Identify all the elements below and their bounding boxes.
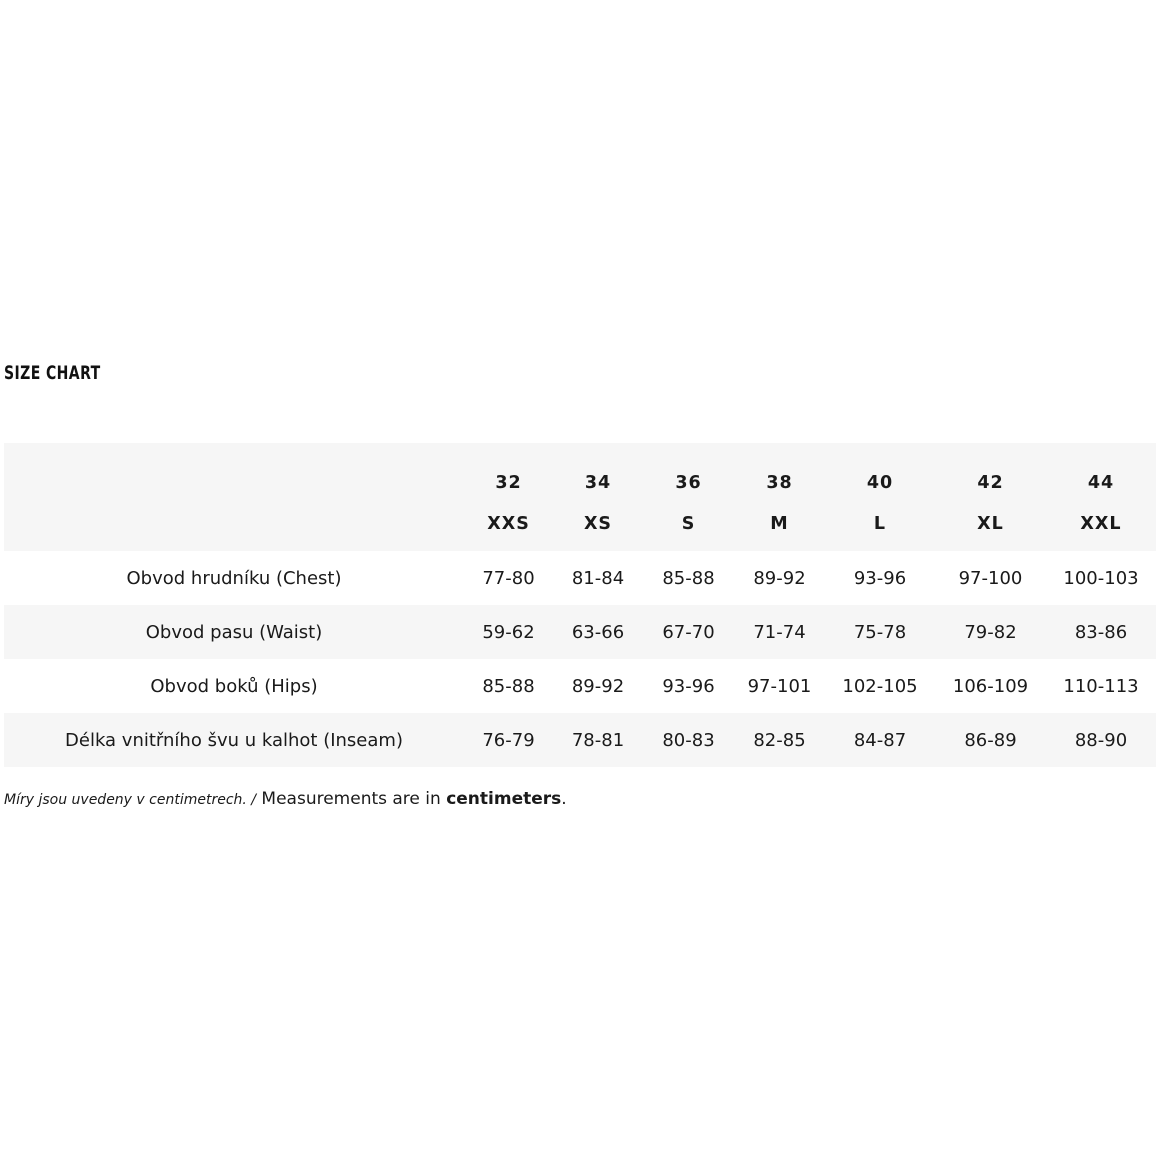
inseam-row (4, 713, 1156, 767)
measurement-cell: 93-96 (853, 567, 907, 589)
row-label: Obvod boků (Hips) (150, 675, 318, 697)
letter-size-header: M (734, 497, 825, 551)
measurement-note (4, 789, 567, 809)
measurement-cell: 76-79 (464, 713, 553, 767)
measurement-cell: 88-90 (1046, 713, 1156, 767)
measurement-cell: 83-86 (1046, 605, 1156, 659)
letter-size-header: XS (553, 497, 643, 551)
letter-size-header: XXL (1046, 497, 1156, 551)
numeric-size-header: 38 (734, 443, 825, 497)
measurement-cell: 59-62 (464, 605, 553, 659)
measurement-cell: 85-88 (482, 675, 535, 697)
measurement-cell: 80-83 (643, 713, 734, 767)
size-chart-table (4, 443, 1156, 767)
measurement-cell: 89-92 (571, 675, 625, 697)
numeric-size-header-row (4, 443, 1156, 497)
measurement-cell: 75-78 (825, 605, 935, 659)
header-empty-cell (4, 443, 464, 497)
letter-size-header: S (643, 497, 734, 551)
measurement-cell: 81-84 (571, 567, 625, 589)
letter-size-header: XL (935, 497, 1046, 551)
numeric-size-header: 34 (553, 443, 643, 497)
measurement-cell: 93-96 (662, 675, 715, 697)
note-end: . (561, 789, 567, 809)
waist-row (4, 605, 1156, 659)
measurement-cell: 79-82 (935, 605, 1046, 659)
size-chart-title: SIZE CHART (4, 362, 101, 384)
row-label: Délka vnitřního švu u kalhot (Inseam) (4, 713, 464, 767)
note-english-text: Measurements are in (256, 789, 447, 809)
measurement-cell: 106-109 (952, 675, 1029, 697)
hips-row (4, 659, 1156, 713)
letter-size-header-row (4, 497, 1156, 551)
letter-size-header: L (825, 497, 935, 551)
numeric-size-header: 36 (643, 443, 734, 497)
measurement-cell: 71-74 (734, 605, 825, 659)
measurement-cell: 77-80 (482, 567, 535, 589)
measurement-cell: 63-66 (553, 605, 643, 659)
measurement-cell: 67-70 (643, 605, 734, 659)
chest-row (4, 551, 1156, 605)
row-label: Obvod hrudníku (Chest) (126, 567, 342, 589)
numeric-size-header: 32 (464, 443, 553, 497)
numeric-size-header: 44 (1046, 443, 1156, 497)
numeric-size-header: 42 (935, 443, 1046, 497)
header-empty-cell (4, 497, 464, 551)
measurement-cell: 110-113 (1063, 675, 1139, 697)
measurement-cell: 86-89 (935, 713, 1046, 767)
measurement-cell: 85-88 (662, 567, 715, 589)
measurement-cell: 97-100 (958, 567, 1023, 589)
note-unit-text: centimeters (446, 789, 562, 809)
measurement-cell: 82-85 (734, 713, 825, 767)
measurement-cell: 84-87 (825, 713, 935, 767)
numeric-size-header: 40 (825, 443, 935, 497)
note-czech-text: Míry jsou uvedeny v centimetrech. / (4, 792, 257, 808)
measurement-cell: 100-103 (1063, 567, 1139, 589)
letter-size-header: XXS (464, 497, 553, 551)
row-label: Obvod pasu (Waist) (4, 605, 464, 659)
measurement-cell: 78-81 (553, 713, 643, 767)
measurement-cell: 89-92 (753, 567, 806, 589)
measurement-cell: 102-105 (842, 675, 918, 697)
measurement-cell: 97-101 (747, 675, 812, 697)
